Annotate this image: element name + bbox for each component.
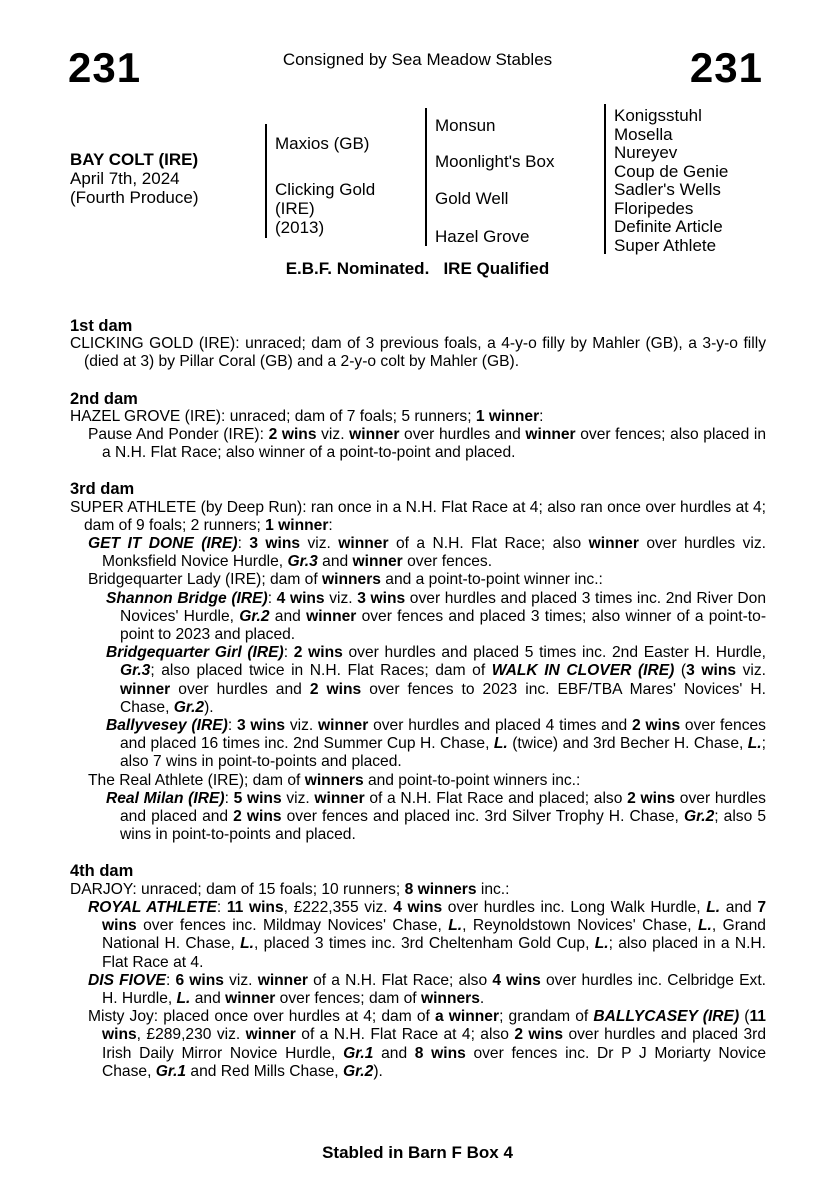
entry-emphasis: 1 winner bbox=[475, 407, 540, 425]
great-grandparent-5: Sadler's Wells bbox=[614, 180, 721, 199]
family-entry bbox=[70, 1008, 766, 1081]
family-section bbox=[70, 390, 766, 463]
family-entry bbox=[70, 772, 766, 790]
entry-emphasis: Shannon Bridge (IRE) bbox=[106, 589, 268, 607]
nominations: E.B.F. Nominated. IRE Qualified bbox=[285, 259, 550, 278]
family-entry bbox=[70, 408, 766, 426]
family-section bbox=[70, 480, 766, 844]
entry-emphasis: L. bbox=[448, 917, 463, 935]
lot-number-left: 231 bbox=[68, 44, 142, 91]
entry-text: over hurdles and placed 3rd Irish Daily Mirror Novice Hurdle, bbox=[102, 1026, 766, 1062]
entry-text: over fences inc. Dr P J Moriarty Novice Chase, bbox=[102, 1044, 767, 1080]
entry-emphasis: ROYAL ATHLETE bbox=[88, 898, 217, 916]
entry-emphasis: Gr.2 bbox=[342, 1062, 374, 1080]
foaling-date: April 7th, 2024 bbox=[70, 169, 180, 188]
entry-emphasis: 11 wins bbox=[102, 1008, 766, 1044]
entry-emphasis: 8 wins bbox=[414, 1044, 466, 1062]
entry-emphasis: 4 wins bbox=[492, 971, 541, 989]
entry-text: SUPER ATHLETE (by Deep Run): ran once in a N.H. Flat Race at 4; also ran once over hurdles at 4; dam of 9 foals; 2 runners; bbox=[70, 498, 766, 534]
entry-emphasis: winner bbox=[120, 680, 171, 698]
entry-text: over fences and placed 3 times; also winner of a point-to-point to 2023 and placed. bbox=[120, 607, 767, 644]
lot-number-right: 231 bbox=[689, 44, 763, 91]
entry-emphasis: Gr.2 bbox=[683, 808, 715, 826]
entry-text: CLICKING GOLD (IRE): unraced; dam of 3 previous foals, a 4-y-o filly by Mahler (GB), a 3-y-o filly (died at 3) by Pillar Coral (GB) and a 2-y-o colt by Mahler (GB). bbox=[70, 335, 766, 371]
great-grandparent-6: Floripedes bbox=[614, 198, 694, 218]
entry-text: and bbox=[269, 607, 307, 625]
entry-text: of a N.H. Flat Race and placed; also bbox=[364, 789, 628, 807]
family-entry bbox=[70, 644, 766, 717]
entry-emphasis: winners bbox=[322, 571, 381, 589]
entry-emphasis: L. bbox=[698, 917, 712, 935]
entry-text: . bbox=[479, 989, 485, 1007]
entry-emphasis: 2 wins bbox=[268, 426, 317, 444]
consignor: Consigned by Sea Meadow Stables bbox=[282, 50, 553, 69]
entry-text: HAZEL GROVE (IRE): unraced; dam of 7 foals; 5 runners; bbox=[70, 407, 476, 425]
entry-emphasis: L. bbox=[747, 735, 762, 753]
entry-emphasis: Gr.2 bbox=[239, 607, 270, 625]
entry-text: ; also 7 wins in point-to-points and placed. bbox=[120, 735, 766, 771]
entry-text: and bbox=[373, 1044, 415, 1062]
great-grandparents bbox=[614, 107, 728, 255]
entry-text: ( bbox=[739, 1008, 750, 1026]
entry-text: over fences to 2023 inc. EBF/TBA Mares' Novices' H. Chase, bbox=[120, 680, 767, 716]
entry-text: viz. bbox=[324, 589, 358, 607]
entry-emphasis: Gr.1 bbox=[155, 1062, 187, 1080]
entry-text: and bbox=[720, 898, 758, 916]
entry-text: of a N.H. Flat Race; also bbox=[388, 535, 589, 553]
entry-text: over hurdles inc. Celbridge Ext. H. Hurdle, bbox=[102, 971, 766, 1007]
entry-text: , £222,355 viz. bbox=[283, 898, 394, 916]
entry-text: over hurdles and placed 3 times inc. 2nd River Don Novices' Hurdle, bbox=[120, 589, 766, 625]
entry-text: : bbox=[328, 516, 333, 534]
great-grandparent-1: Konigsstuhl bbox=[614, 106, 702, 125]
entry-text: ( bbox=[674, 662, 687, 680]
entry-text: over fences and placed 16 times inc. 2nd Summer Cup H. Chase, bbox=[120, 717, 766, 753]
entry-text: over fences; also placed in a N.H. Flat Race; also winner of a point-to-point and placed. bbox=[102, 426, 766, 462]
grandparent-2: Moonlight's Box bbox=[435, 152, 555, 171]
entry-text: DARJOY: unraced; dam of 15 foals; 10 runners; bbox=[70, 880, 405, 898]
entry-text: and point-to-point winners inc.: bbox=[363, 771, 581, 789]
entry-emphasis: winner bbox=[314, 789, 365, 807]
entry-emphasis: winner bbox=[225, 989, 276, 1007]
entry-emphasis: winner bbox=[318, 717, 369, 735]
entry-text: : bbox=[283, 644, 294, 662]
great-grandparent-4: Coup de Genie bbox=[614, 161, 729, 181]
entry-emphasis: 1 winner bbox=[265, 516, 329, 534]
great-grandparent-2: Mosella bbox=[614, 124, 673, 144]
entry-text: : bbox=[237, 535, 250, 553]
great-grandparent-7: Definite Article bbox=[614, 217, 723, 236]
entry-text: Bridgequarter Lady (IRE); dam of bbox=[88, 571, 323, 589]
dam bbox=[275, 180, 375, 237]
entry-text: (twice) and 3rd Becher H. Chase, bbox=[507, 735, 748, 753]
entry-text: ). bbox=[204, 698, 214, 716]
family-entry bbox=[70, 899, 766, 972]
entry-text: and Red Mills Chase, bbox=[186, 1062, 343, 1080]
entry-emphasis: winner bbox=[306, 607, 357, 625]
entry-text: over hurdles and bbox=[399, 426, 526, 444]
entry-text: viz. bbox=[281, 789, 315, 807]
entry-text: viz. bbox=[300, 535, 339, 553]
great-grandparent-3: Nureyev bbox=[614, 143, 678, 162]
entry-text: : bbox=[224, 789, 234, 807]
entry-emphasis: a winner bbox=[434, 1008, 500, 1026]
entry-emphasis: 4 wins bbox=[276, 589, 325, 607]
pedigree-divider-1 bbox=[265, 124, 267, 238]
produce-note: (Fourth Produce) bbox=[70, 188, 199, 207]
entry-emphasis: 2 wins bbox=[233, 808, 282, 826]
entry-emphasis: 8 winners bbox=[404, 880, 477, 898]
entry-emphasis: winners bbox=[304, 771, 364, 789]
horse-summary bbox=[70, 150, 199, 207]
grandparent-3: Gold Well bbox=[435, 189, 509, 208]
entry-emphasis: 3 wins bbox=[686, 662, 737, 680]
entry-emphasis: 4 wins bbox=[393, 898, 443, 916]
entry-emphasis: 3 wins bbox=[249, 535, 301, 553]
family-section bbox=[70, 317, 766, 372]
entry-emphasis: 11 wins bbox=[226, 898, 284, 916]
entry-emphasis: L. bbox=[706, 898, 721, 916]
entry-text: Pause And Ponder (IRE): bbox=[88, 426, 269, 444]
entry-emphasis: 3 wins bbox=[236, 717, 286, 735]
stabling-info: Stabled in Barn F Box 4 bbox=[322, 1143, 513, 1162]
entry-emphasis: Bridgequarter Girl (IRE) bbox=[106, 644, 284, 662]
entry-text: : bbox=[539, 407, 544, 425]
entry-text: The Real Athlete (IRE); dam of bbox=[88, 771, 305, 789]
entry-text: : bbox=[216, 898, 227, 916]
entry-emphasis: winner bbox=[257, 971, 308, 989]
entry-emphasis: winner bbox=[245, 1026, 296, 1044]
section-heading: 1st dam bbox=[70, 317, 133, 335]
entry-text: , Grand National H. Chase, bbox=[102, 917, 766, 953]
entry-emphasis: Real Milan (IRE) bbox=[106, 789, 225, 807]
entry-emphasis: 2 wins bbox=[514, 1026, 564, 1044]
great-grandparent-8: Super Athlete bbox=[614, 235, 717, 255]
pedigree-divider-2 bbox=[425, 108, 427, 246]
entry-emphasis: Gr.3 bbox=[287, 553, 318, 571]
family-history bbox=[70, 317, 766, 1099]
family-entry bbox=[70, 790, 766, 845]
entry-text: : bbox=[267, 589, 277, 607]
entry-emphasis: winner bbox=[588, 535, 639, 553]
entry-text: Misty Joy: placed once over hurdles at 4; dam of bbox=[88, 1008, 435, 1026]
entry-text: , placed 3 times inc. 3rd Cheltenham Gold Cup, bbox=[254, 935, 595, 953]
entry-emphasis: Gr.1 bbox=[343, 1044, 374, 1062]
entry-text: viz. bbox=[736, 662, 766, 680]
entry-text: and bbox=[190, 989, 226, 1007]
entry-text: of a N.H. Flat Race at 4; also bbox=[295, 1026, 515, 1044]
entry-emphasis: GET IT DONE (IRE) bbox=[88, 535, 238, 553]
entry-text: viz. bbox=[285, 717, 319, 735]
entry-emphasis: winners bbox=[420, 989, 480, 1007]
section-heading: 4th dam bbox=[70, 862, 134, 881]
entry-emphasis: Gr.3 bbox=[120, 662, 151, 680]
dam-name: Clicking Gold bbox=[275, 180, 376, 199]
entry-emphasis: 7 wins bbox=[102, 898, 767, 935]
entry-text: over hurdles and placed 5 times inc. 2nd Easter H. Hurdle, bbox=[342, 644, 767, 662]
grandparent-4: Hazel Grove bbox=[435, 227, 530, 246]
pedigree-divider-3 bbox=[604, 104, 606, 254]
entry-text: over hurdles and placed 4 times and bbox=[368, 717, 632, 735]
grandparent-1: Monsun bbox=[435, 116, 496, 135]
entry-text: inc.: bbox=[476, 880, 510, 898]
entry-text: and a point-to-point winner inc.: bbox=[380, 571, 603, 589]
sire: Maxios (GB) bbox=[275, 134, 370, 153]
entry-text: , Reynoldstown Novices' Chase, bbox=[462, 917, 698, 935]
entry-emphasis: BALLYCASEY (IRE) bbox=[593, 1008, 740, 1026]
family-section bbox=[70, 862, 766, 1080]
entry-text: ; also placed in a N.H. Flat Race at 4. bbox=[102, 935, 767, 971]
dam-year: (2013) bbox=[275, 218, 325, 237]
family-entry bbox=[70, 426, 766, 462]
entry-emphasis: WALK IN CLOVER (IRE) bbox=[491, 662, 675, 680]
family-entry bbox=[70, 571, 766, 589]
entry-emphasis: 6 wins bbox=[175, 971, 224, 989]
entry-text: over fences and placed inc. 3rd Silver Trophy H. Chase, bbox=[281, 808, 684, 826]
entry-text: and bbox=[317, 553, 353, 571]
entry-emphasis: 2 wins bbox=[627, 789, 676, 807]
entry-emphasis: 5 wins bbox=[233, 789, 282, 807]
horse-description: BAY COLT (IRE) bbox=[70, 150, 199, 169]
entry-emphasis: winner bbox=[349, 426, 400, 444]
entry-text: viz. bbox=[223, 971, 258, 989]
section-heading: 2nd dam bbox=[70, 389, 138, 408]
entry-emphasis: L. bbox=[240, 935, 254, 953]
entry-emphasis: winner bbox=[338, 535, 389, 553]
entry-text: over hurdles and placed and bbox=[120, 789, 766, 826]
entry-text: : bbox=[227, 717, 237, 735]
family-entry bbox=[70, 335, 766, 371]
entry-text: over fences. bbox=[402, 553, 493, 571]
family-entry bbox=[70, 717, 766, 772]
dam-country: (IRE) bbox=[275, 199, 315, 218]
entry-emphasis: L. bbox=[493, 735, 508, 753]
entry-text: : bbox=[165, 971, 176, 989]
family-entry bbox=[70, 499, 766, 535]
entry-emphasis: 2 wins bbox=[293, 644, 343, 662]
family-entry bbox=[70, 590, 766, 645]
entry-emphasis: winner bbox=[352, 553, 403, 571]
entry-emphasis: winner bbox=[525, 426, 576, 444]
entry-emphasis: 2 wins bbox=[309, 680, 362, 698]
entry-text: over hurdles and bbox=[170, 680, 310, 698]
entry-text: over hurdles viz. Monksfield Novice Hurdle, bbox=[102, 535, 767, 571]
family-entry bbox=[70, 535, 766, 571]
section-heading: 3rd dam bbox=[70, 480, 135, 499]
entry-text: over hurdles inc. Long Walk Hurdle, bbox=[442, 898, 707, 916]
entry-text: over fences; dam of bbox=[275, 989, 421, 1007]
entry-text: ; also placed twice in N.H. Flat Races; dam of bbox=[150, 662, 492, 680]
entry-emphasis: 2 wins bbox=[632, 717, 681, 735]
entry-text: , £289,230 viz. bbox=[136, 1026, 246, 1044]
entry-emphasis: L. bbox=[176, 989, 191, 1007]
entry-text: ; also 5 wins in point-to-points and placed. bbox=[120, 808, 767, 844]
entry-text: viz. bbox=[316, 426, 350, 444]
entry-emphasis: Gr.2 bbox=[173, 698, 205, 716]
entry-emphasis: DIS FIOVE bbox=[88, 971, 166, 989]
entry-emphasis: Ballyvesey (IRE) bbox=[106, 717, 228, 735]
entry-text: over fences inc. Mildmay Novices' Chase, bbox=[136, 917, 449, 935]
family-entry bbox=[70, 972, 766, 1008]
entry-text: of a N.H. Flat Race; also bbox=[307, 971, 493, 989]
entry-emphasis: 3 wins bbox=[357, 589, 406, 607]
entry-text: ). bbox=[373, 1062, 383, 1080]
entry-emphasis: L. bbox=[594, 935, 609, 953]
family-entry bbox=[70, 881, 766, 899]
entry-text: ; grandam of bbox=[499, 1008, 594, 1026]
